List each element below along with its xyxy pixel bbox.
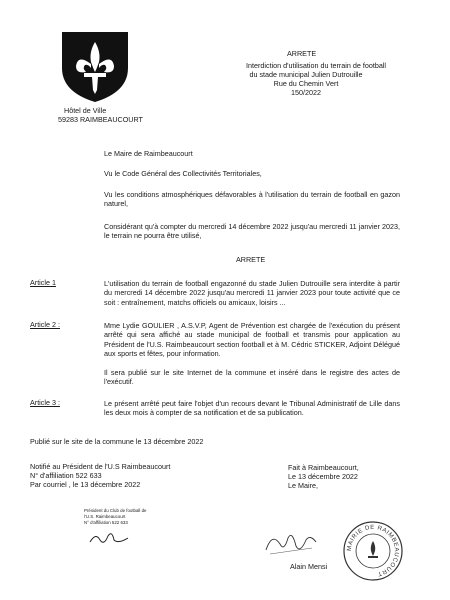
receipt-stamp-line-1: Président du Club de football de — [84, 508, 147, 513]
article-3-text: Le présent arrêté peut faire l'objet d'un recours devant le Tribunal Administratif de Lille dans les deux mois à compter de sa notification et de sa publication. — [104, 399, 400, 418]
doc-type: ARRETE — [287, 49, 317, 58]
stamp-text: MAIRIE DE RAIMBEAUCOURT — [346, 524, 400, 577]
notify-line-1: Notifié au Président de l'U.S Raimbeaucourt — [30, 462, 171, 471]
fleur-de-lis-crest-icon — [58, 28, 132, 104]
mayor-name: Alain Mensi — [290, 562, 328, 571]
receipt-stamp-line-2: l'U.S. Raimbeaucourt — [84, 514, 126, 519]
article-2-label: Article 2 : — [30, 320, 60, 329]
vu-conditions: Vu les conditions atmosphériques défavorables à l'utilisation du terrain de football en gazon naturel, — [104, 190, 400, 209]
mairie-round-stamp-icon — [342, 520, 404, 582]
notify-line-2: N° d'affiliation 522 633 — [30, 471, 102, 480]
subject-line-2: du stade municipal Julien Dutrouille — [249, 70, 363, 79]
article-3-label: Article 3 : — [30, 398, 60, 407]
arrete-heading: ARRETE — [236, 255, 266, 264]
done-line-3: Le Maire, — [288, 481, 318, 490]
vu-code: Vu le Code Général des Collectivités Territoriales, — [104, 169, 262, 178]
subject-line-1: Interdiction d'utilisation du terrain de football — [246, 61, 387, 70]
subject-line-3: Rue du Chemin Vert — [273, 79, 339, 88]
article-1-label: Article 1 — [30, 278, 56, 287]
article-2-text-2: Il sera publié sur le site Internet de la commune et inséré dans le registre des actes de l'exécutif. — [104, 368, 400, 387]
mayor-signature-icon — [262, 528, 320, 558]
done-line-1: Fait à Raimbeaucourt, — [288, 463, 359, 472]
mayor-line: Le Maire de Raimbeaucourt — [104, 149, 193, 158]
sender-line-2: 59283 RAIMBEAUCOURT — [58, 115, 143, 124]
president-signature-icon — [88, 530, 130, 548]
article-2-text: Mme Lydie GOULIER , A.S.V.P, Agent de Prévention est chargée de l'exécution du présent arrêté qui sera affiché au stade municipal de football et transmis pour application au Président de l'U.S. Raimbeaucourt section football et à M. Cédric STICKER, Adjoint Délégué aux sports et fêtes, pour information. — [104, 321, 400, 359]
subject-line-4: 150/2022 — [291, 88, 321, 97]
published-line: Publié sur le site de la commune le 13 décembre 2022 — [30, 437, 204, 446]
done-line-2: Le 13 décembre 2022 — [288, 472, 358, 481]
sender-line-1: Hôtel de Ville — [64, 106, 107, 115]
notify-line-3: Par courriel , le 13 décembre 2022 — [30, 480, 141, 489]
considerant: Considérant qu'à compter du mercredi 14 décembre 2022 jusqu'au mercredi 11 janvier 2023, le terrain ne pourra être utilisé, — [104, 222, 400, 241]
receipt-stamp-line-3: N° d'affiliation 522 633 — [84, 520, 128, 525]
article-1-text: L'utilisation du terrain de football engazonné du stade Julien Dutrouille sera interdite à partir du mercredi 14 décembre 2022 jusqu'au mercredi 11 janvier 2023 pour toute activité que ce soit : entraînement, matchs officiels ou amicaux, loisirs ... — [104, 279, 400, 307]
